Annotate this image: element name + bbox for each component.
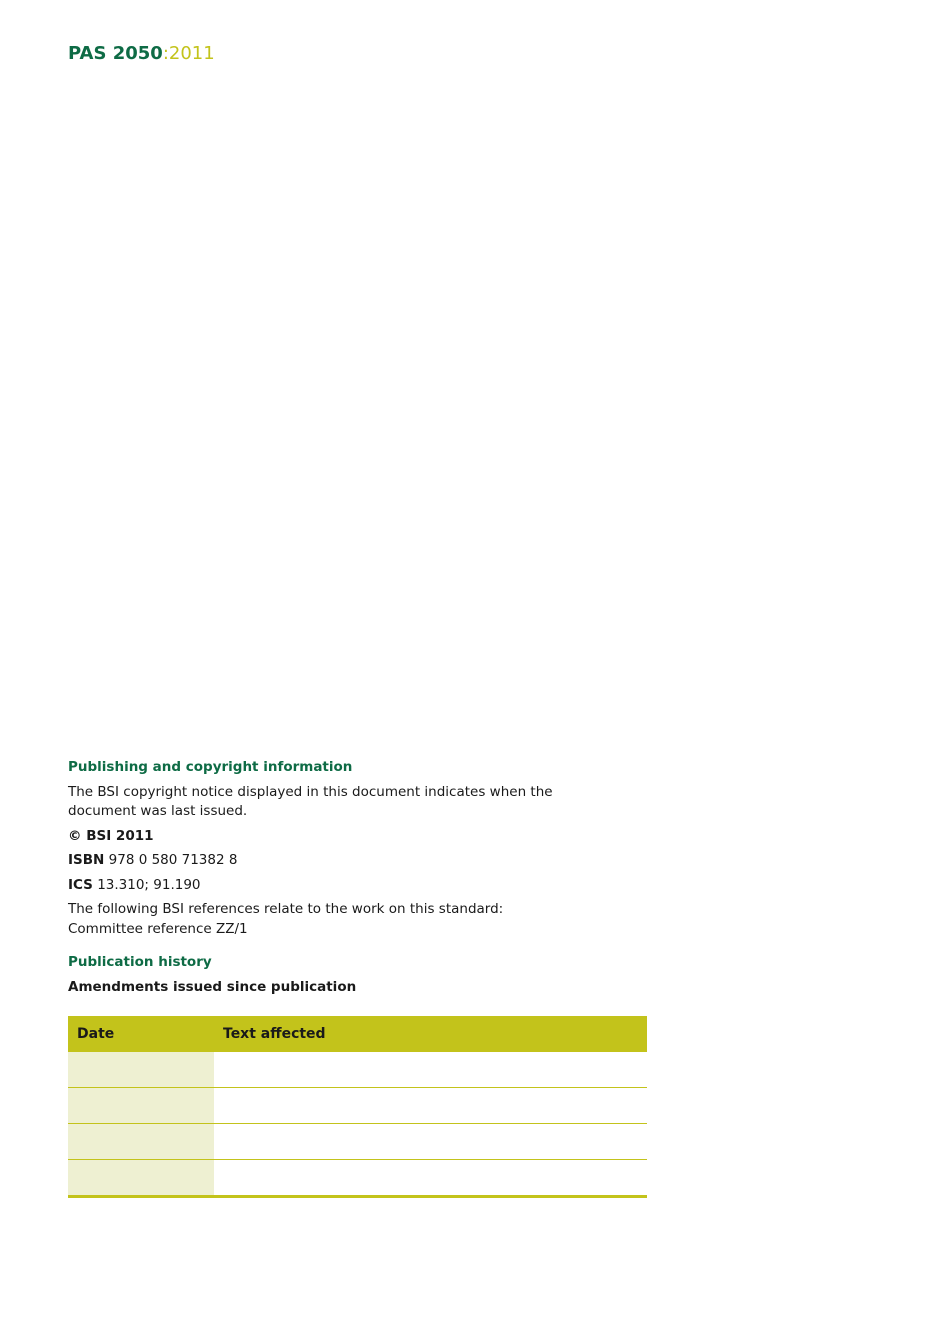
column-header-date: Date xyxy=(68,1016,214,1052)
text-affected-cell xyxy=(214,1052,647,1088)
column-header-text-affected: Text affected xyxy=(214,1016,647,1052)
ics-line xyxy=(68,876,588,896)
text-affected-cell xyxy=(214,1124,647,1160)
copyright-line: © BSI 2011 xyxy=(68,827,154,844)
ics-label: ICS xyxy=(68,876,93,893)
isbn-label: ISBN xyxy=(68,852,105,868)
amendments-table xyxy=(68,1016,647,1198)
isbn-line xyxy=(68,851,588,871)
copyright-notice-line-1: The BSI copyright notice displayed in this document indicates when the xyxy=(68,783,553,800)
date-cell xyxy=(68,1160,214,1197)
publication-history-heading: Publication history xyxy=(68,954,212,970)
amendments-subheading: Amendments issued since publication xyxy=(68,978,357,995)
document-year: :2011 xyxy=(162,43,215,64)
date-cell xyxy=(68,1088,214,1124)
table-row xyxy=(68,1124,647,1160)
document-header xyxy=(68,42,215,66)
bsi-references-line-1: The following BSI references relate to the work on this standard: xyxy=(68,901,504,917)
table-row xyxy=(68,1088,647,1124)
table-row xyxy=(68,1052,647,1088)
date-cell xyxy=(68,1124,214,1160)
document-code: PAS 2050 xyxy=(68,43,163,64)
history-section xyxy=(68,953,588,997)
publishing-section xyxy=(68,758,588,939)
copyright-notice-line-2: document was last issued. xyxy=(68,803,248,819)
publishing-heading: Publishing and copyright information xyxy=(68,759,353,775)
table-row xyxy=(68,1160,647,1197)
bsi-references-line-2: Committee reference ZZ/1 xyxy=(68,920,248,937)
table-header-row xyxy=(68,1016,647,1052)
ics-value: 13.310; 91.190 xyxy=(92,876,201,893)
isbn-value: 978 0 580 71382 8 xyxy=(104,852,238,868)
text-affected-cell xyxy=(214,1160,647,1197)
text-affected-cell xyxy=(214,1088,647,1124)
date-cell xyxy=(68,1052,214,1088)
